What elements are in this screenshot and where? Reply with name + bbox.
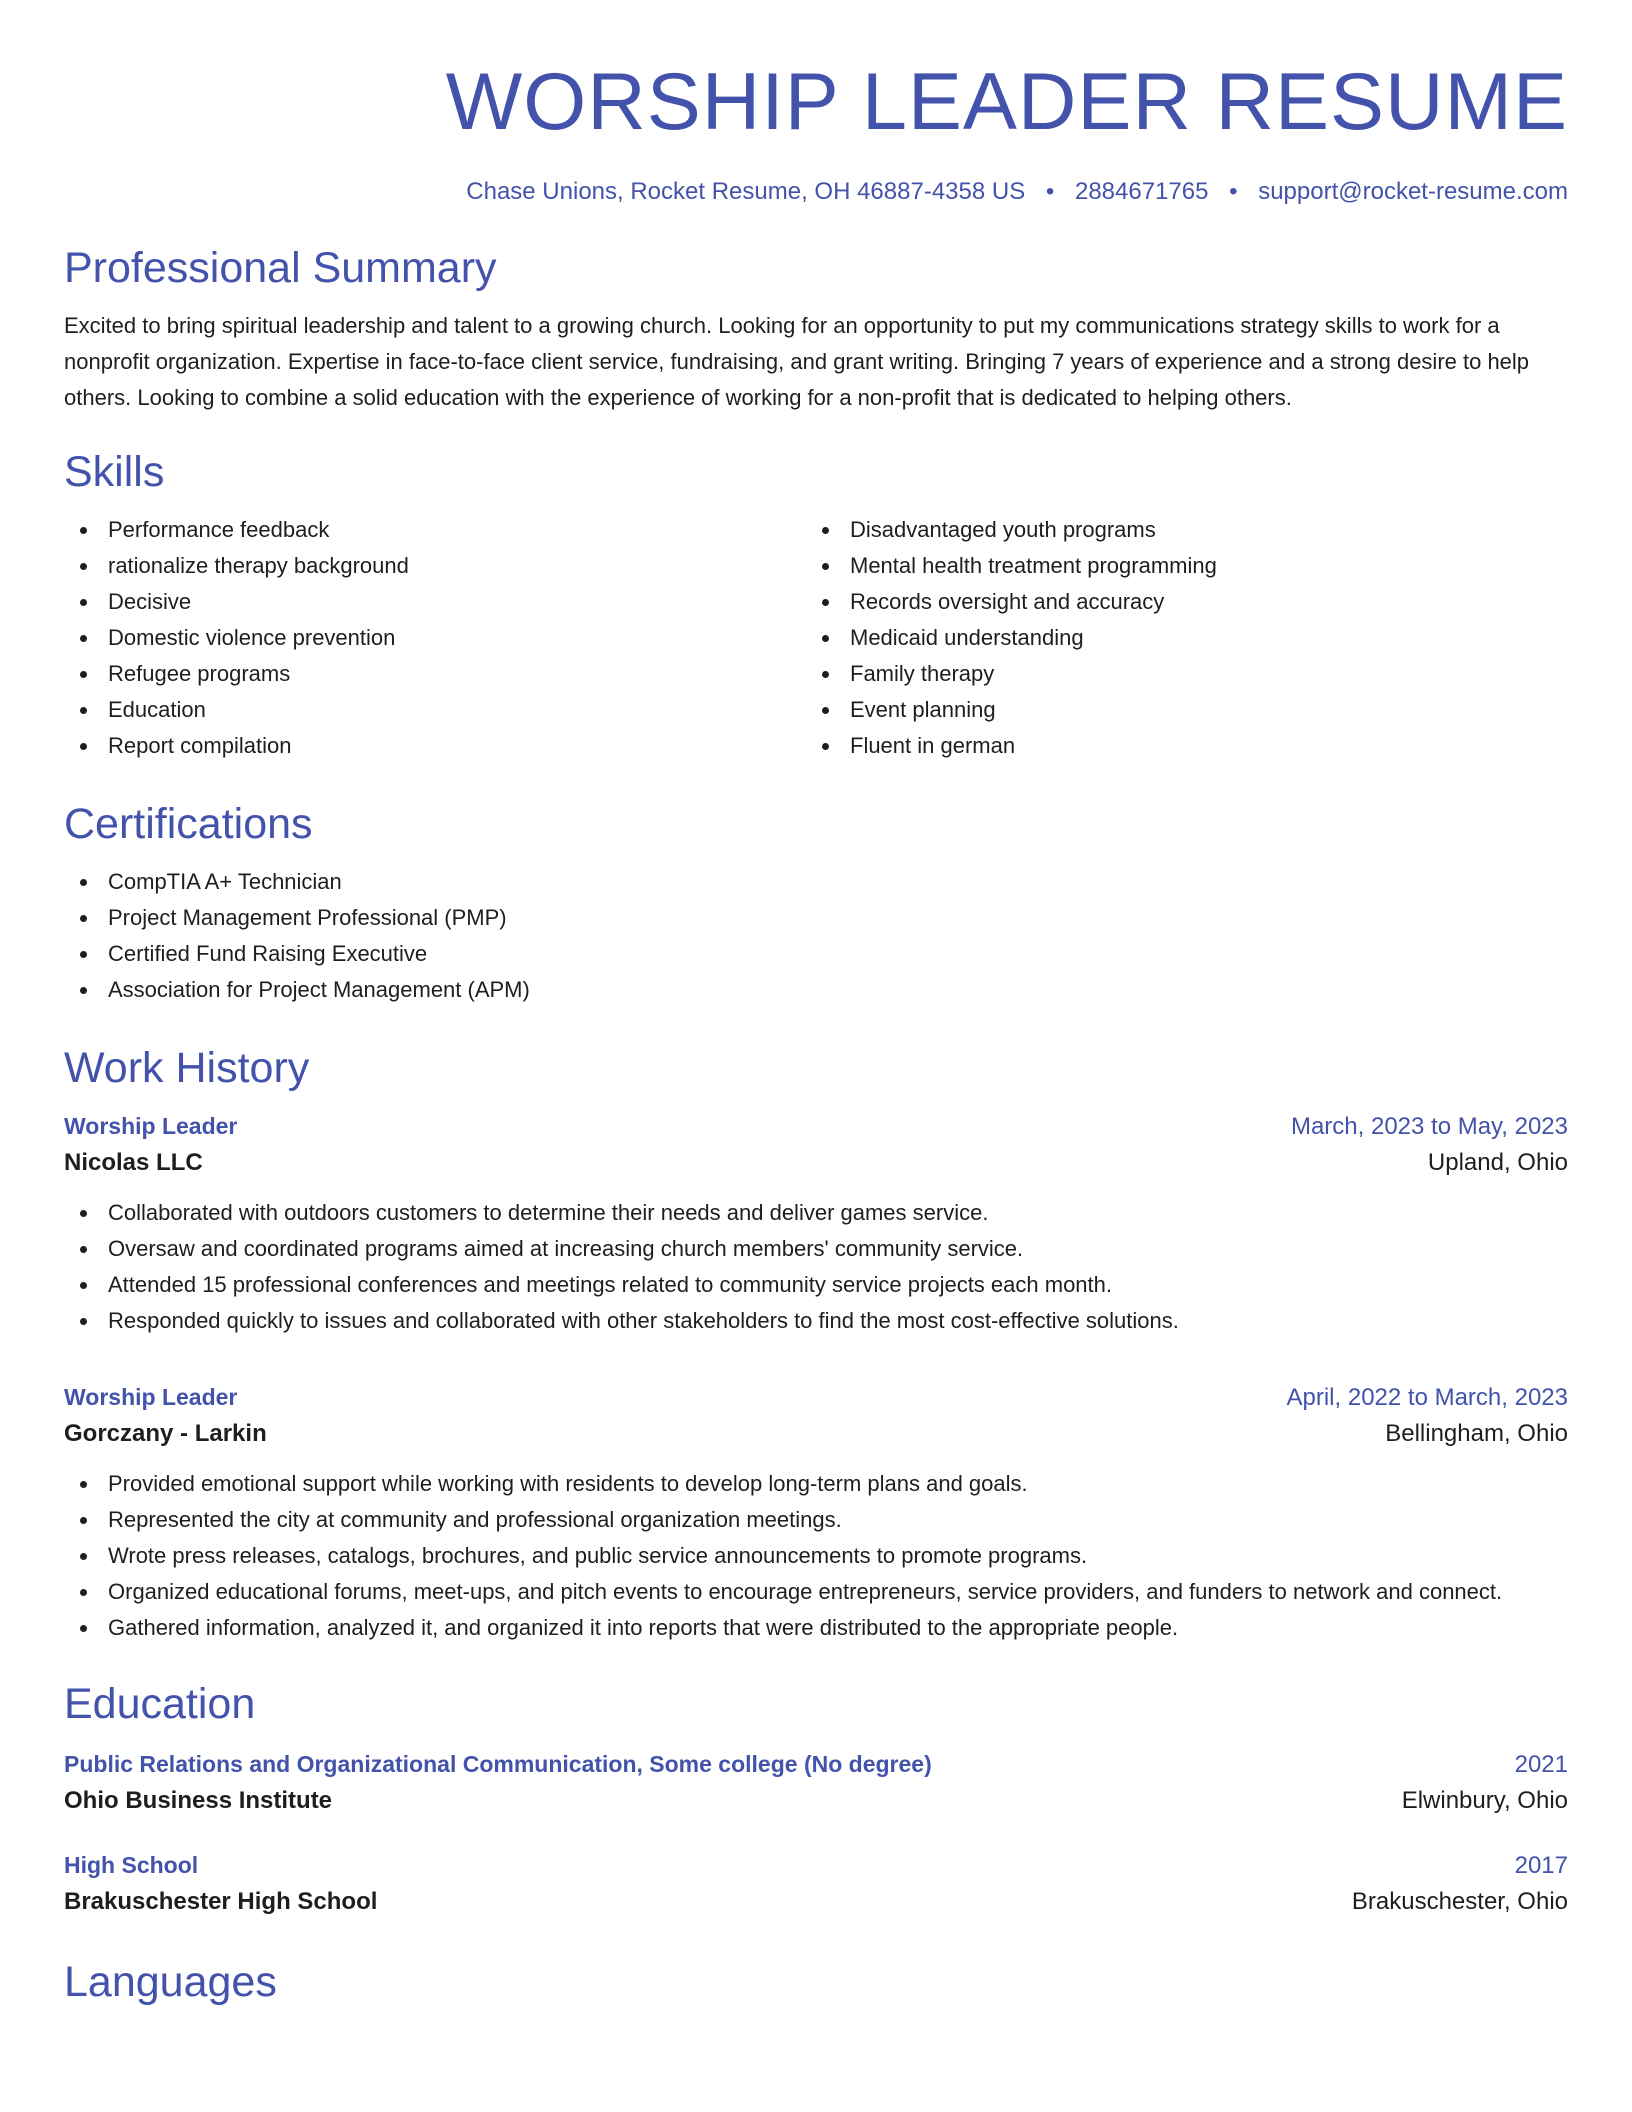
education-degree: Public Relations and Organizational Communication, Some college (No degree) xyxy=(64,1751,932,1777)
certification-item: Certified Fund Raising Executive xyxy=(64,936,1568,972)
job-entry xyxy=(64,1381,1568,1646)
job-org-row xyxy=(64,1414,1568,1454)
skills-list-right xyxy=(806,512,1548,764)
job-bullet: Represented the city at community and professional organization meetings. xyxy=(64,1502,1568,1538)
job-header-row xyxy=(64,1381,1568,1414)
contact-email: support@rocket-resume.com xyxy=(1258,178,1568,205)
job-bullets xyxy=(64,1195,1568,1339)
education-degree: High School xyxy=(64,1852,199,1878)
education-header-row xyxy=(64,1849,1568,1882)
resume-page xyxy=(64,0,1568,2008)
languages-section xyxy=(64,1956,1568,2008)
contact-separator: • xyxy=(1229,178,1238,205)
education-year: 2017 xyxy=(1514,1852,1568,1879)
skill-item: Education xyxy=(64,692,806,728)
certifications-section xyxy=(64,798,1568,1008)
summary-section xyxy=(64,242,1568,416)
education-school: Ohio Business Institute xyxy=(64,1787,333,1814)
skills-list-left xyxy=(64,512,806,764)
section-title-languages: Languages xyxy=(64,1958,277,2006)
section-title-summary: Professional Summary xyxy=(64,244,497,292)
skill-item: Refugee programs xyxy=(64,656,806,692)
job-company: Nicolas LLC xyxy=(64,1149,203,1176)
section-title-skills: Skills xyxy=(64,448,165,496)
education-school-row xyxy=(64,1781,1568,1821)
contact-separator: • xyxy=(1045,178,1055,205)
job-dates: April, 2022 to March, 2023 xyxy=(1286,1384,1568,1411)
job-org-row xyxy=(64,1143,1568,1183)
skill-item: Event planning xyxy=(806,692,1548,728)
job-bullet: Wrote press releases, catalogs, brochures, and public service announcements to promote programs. xyxy=(64,1538,1568,1574)
resume-header xyxy=(64,0,1568,208)
contact-address: Chase Unions, Rocket Resume, OH 46887-4358 US xyxy=(466,178,1026,205)
skill-item: Domestic violence prevention xyxy=(64,620,806,656)
skill-item: Family therapy xyxy=(806,656,1548,692)
job-location: Bellingham, Ohio xyxy=(1385,1420,1568,1447)
section-title-work: Work History xyxy=(64,1044,310,1092)
skills-grid xyxy=(64,512,1568,764)
job-bullets xyxy=(64,1466,1568,1646)
job-role: Worship Leader xyxy=(64,1384,238,1410)
skill-item: Fluent in german xyxy=(806,728,1548,764)
skill-item: Performance feedback xyxy=(64,512,806,548)
skill-item: Decisive xyxy=(64,584,806,620)
certification-item: Project Management Professional (PMP) xyxy=(64,900,1568,936)
job-bullet: Gathered information, analyzed it, and organized it into reports that were distributed to the appropriate people. xyxy=(64,1610,1568,1646)
skill-item: Mental health treatment programming xyxy=(806,548,1548,584)
job-bullet: Oversaw and coordinated programs aimed at increasing church members' community service. xyxy=(64,1231,1568,1267)
certification-item: CompTIA A+ Technician xyxy=(64,864,1568,900)
certifications-list xyxy=(64,864,1568,1008)
education-header-row xyxy=(64,1748,1568,1781)
resume-title: WORSHIP LEADER RESUME xyxy=(445,57,1568,147)
job-bullet: Collaborated with outdoors customers to determine their needs and deliver games service. xyxy=(64,1195,1568,1231)
section-title-education: Education xyxy=(64,1680,256,1728)
job-dates: March, 2023 to May, 2023 xyxy=(1290,1113,1568,1140)
work-history-section xyxy=(64,1042,1568,1646)
contact-line xyxy=(64,176,1568,208)
education-school-row xyxy=(64,1882,1568,1922)
section-title-certifications: Certifications xyxy=(64,800,313,848)
job-location: Upland, Ohio xyxy=(1427,1149,1568,1176)
contact-phone: 2884671765 xyxy=(1074,178,1209,205)
job-header-row xyxy=(64,1110,1568,1143)
summary-text: Excited to bring spiritual leadership and talent to a growing church. Looking for an opportunity to put my communications strategy skills to work for a nonprofit organization. Expertise in face-to-face client service, fundraising, and grant writing. Bringing 7 years of experience and a strong desire to help others. Looking to combine a solid education with the experience of working for a non-profit that is dedicated to helping others. xyxy=(64,313,1530,410)
skills-section xyxy=(64,446,1568,764)
education-school: Brakuschester High School xyxy=(64,1888,378,1915)
job-entry xyxy=(64,1110,1568,1339)
certification-item: Association for Project Management (APM) xyxy=(64,972,1568,1008)
job-bullet: Responded quickly to issues and collaborated with other stakeholders to find the most cost-effective solutions. xyxy=(64,1303,1568,1339)
education-entry xyxy=(64,1748,1568,1821)
skill-item: Report compilation xyxy=(64,728,806,764)
job-bullet: Provided emotional support while working with residents to develop long-term plans and goals. xyxy=(64,1466,1568,1502)
education-year: 2021 xyxy=(1514,1751,1568,1778)
education-location: Elwinbury, Ohio xyxy=(1401,1787,1568,1814)
education-entry xyxy=(64,1849,1568,1922)
education-section xyxy=(64,1678,1568,1922)
job-bullet: Attended 15 professional conferences and meetings related to community service projects each month. xyxy=(64,1267,1568,1303)
job-bullet: Organized educational forums, meet-ups, and pitch events to encourage entrepreneurs, service providers, and funders to network and connect. xyxy=(64,1574,1568,1610)
skill-item: Disadvantaged youth programs xyxy=(806,512,1548,548)
skill-item: Records oversight and accuracy xyxy=(806,584,1548,620)
job-role: Worship Leader xyxy=(64,1113,238,1139)
skill-item: rationalize therapy background xyxy=(64,548,806,584)
education-location: Brakuschester, Ohio xyxy=(1351,1888,1568,1915)
job-company: Gorczany - Larkin xyxy=(64,1420,267,1447)
skill-item: Medicaid understanding xyxy=(806,620,1548,656)
